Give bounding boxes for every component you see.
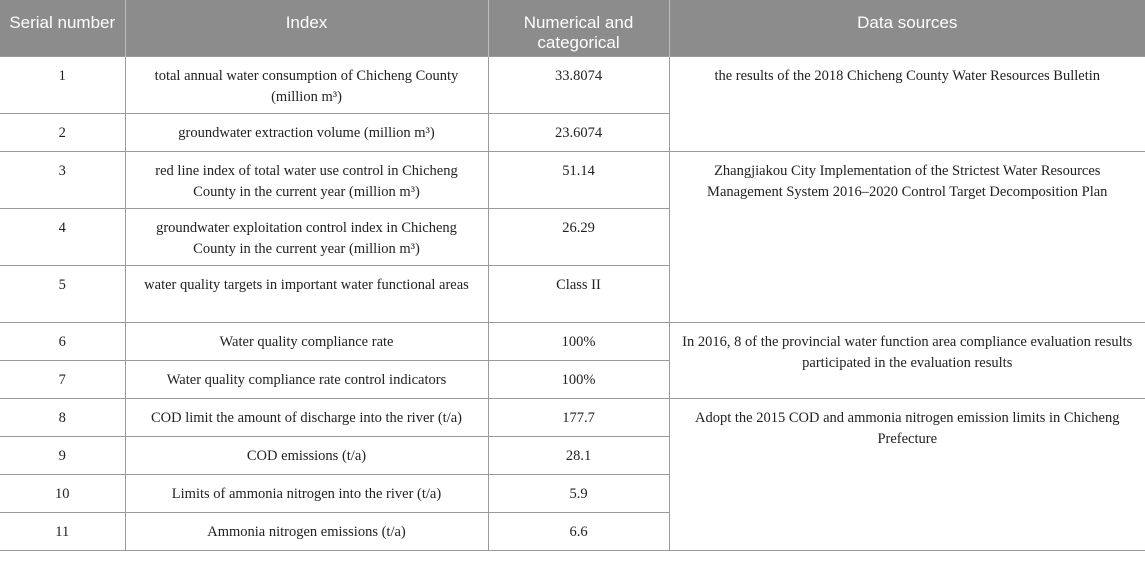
value-cell: Class II (488, 265, 669, 322)
index-cell: red line index of total water use control in Chicheng County in the current year (million m³) (125, 151, 488, 208)
header-numerical-categorical: Numerical and categorical (488, 0, 669, 56)
value-cell: 51.14 (488, 151, 669, 208)
value-cell: 23.6074 (488, 113, 669, 151)
value-cell: 100% (488, 322, 669, 360)
serial-cell: 8 (0, 398, 125, 436)
value-cell: 100% (488, 360, 669, 398)
table-row (0, 322, 1145, 360)
serial-cell: 1 (0, 56, 125, 113)
value-cell: 5.9 (488, 474, 669, 512)
source-cell: Adopt the 2015 COD and ammonia nitrogen emission limits in Chicheng Prefecture (669, 398, 1145, 550)
index-cell: Limits of ammonia nitrogen into the river (t/a) (125, 474, 488, 512)
index-cell: water quality targets in important water functional areas (125, 265, 488, 322)
serial-cell: 7 (0, 360, 125, 398)
header-data-sources: Data sources (669, 0, 1145, 56)
serial-cell: 5 (0, 265, 125, 322)
serial-cell: 3 (0, 151, 125, 208)
value-cell: 6.6 (488, 512, 669, 550)
value-cell: 177.7 (488, 398, 669, 436)
value-cell: 33.8074 (488, 56, 669, 113)
source-cell: In 2016, 8 of the provincial water function area compliance evaluation results participated in the evaluation results (669, 322, 1145, 398)
table-row (0, 398, 1145, 436)
serial-cell: 11 (0, 512, 125, 550)
serial-cell: 2 (0, 113, 125, 151)
value-cell: 28.1 (488, 436, 669, 474)
table-row (0, 56, 1145, 113)
index-cell: groundwater exploitation control index in Chicheng County in the current year (million m³) (125, 208, 488, 265)
header-serial-number: Serial number (0, 0, 125, 56)
serial-cell: 9 (0, 436, 125, 474)
index-cell: Water quality compliance rate (125, 322, 488, 360)
index-cell: total annual water consumption of Chicheng County (million m³) (125, 56, 488, 113)
index-cell: Ammonia nitrogen emissions (t/a) (125, 512, 488, 550)
serial-cell: 10 (0, 474, 125, 512)
table-row (0, 151, 1145, 208)
source-cell: the results of the 2018 Chicheng County Water Resources Bulletin (669, 56, 1145, 151)
header-row (0, 0, 1145, 56)
index-cell: COD limit the amount of discharge into the river (t/a) (125, 398, 488, 436)
source-cell: Zhangjiakou City Implementation of the Strictest Water Resources Management System 2016–2020 Control Target Decomposition Plan (669, 151, 1145, 322)
index-cell: groundwater extraction volume (million m³) (125, 113, 488, 151)
value-cell: 26.29 (488, 208, 669, 265)
index-cell: COD emissions (t/a) (125, 436, 488, 474)
index-cell: Water quality compliance rate control indicators (125, 360, 488, 398)
header-index: Index (125, 0, 488, 56)
serial-cell: 4 (0, 208, 125, 265)
serial-cell: 6 (0, 322, 125, 360)
